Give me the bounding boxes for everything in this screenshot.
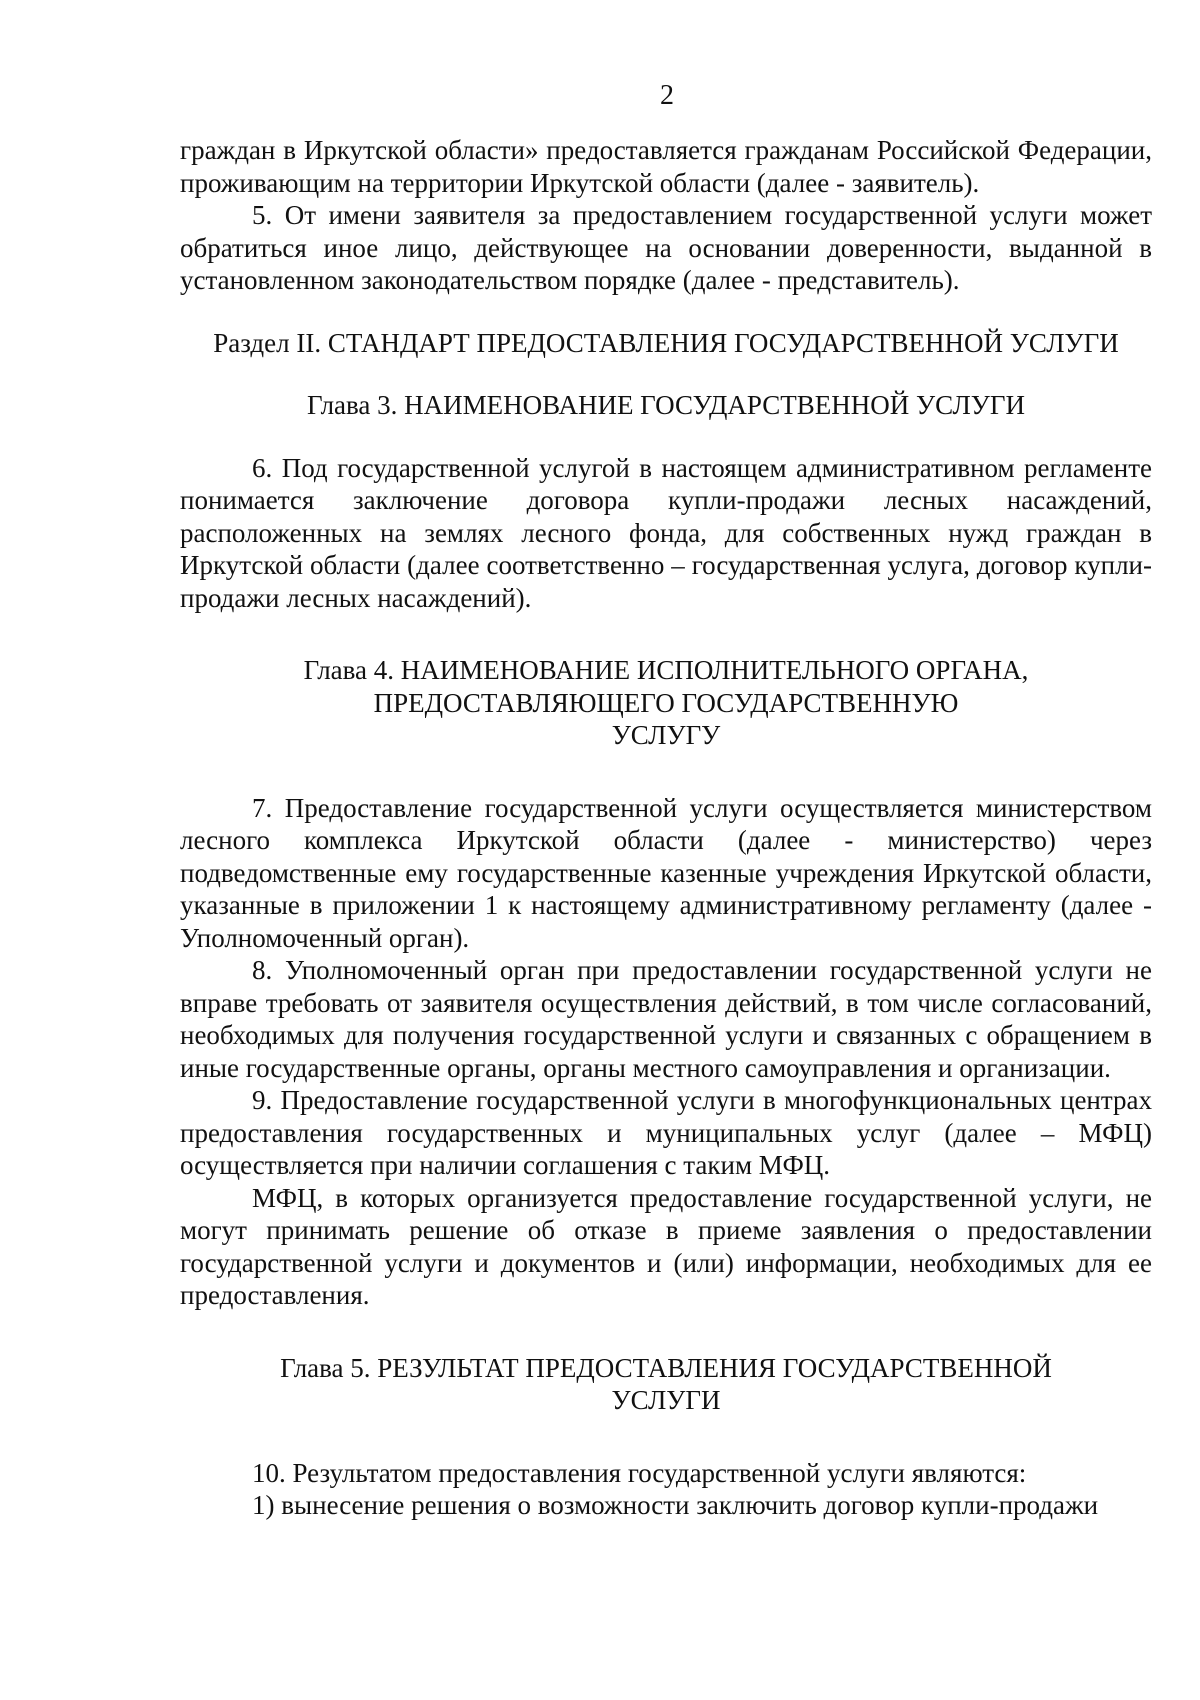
chapter-4-title-line: УСЛУГУ: [611, 720, 721, 750]
chapter-5-title: [180, 1352, 1152, 1417]
chapter-5-title-line: Глава 5. РЕЗУЛЬТАТ ПРЕДОСТАВЛЕНИЯ ГОСУДАРСТВЕННОЙ: [280, 1352, 1052, 1383]
document-body: [180, 134, 1152, 1522]
chapter-3-title: Глава 3. НАИМЕНОВАНИЕ ГОСУДАРСТВЕННОЙ УСЛУГИ: [306, 390, 1025, 420]
spacer: [180, 1417, 1152, 1457]
spacer: [180, 297, 1152, 327]
paragraph-9: 9. Предоставление государственной услуги в многофункциональных центрах предоставления государственных и муниципальных услуг (далее – МФЦ) осуществляется при наличии соглашения с таким МФЦ.: [180, 1085, 1152, 1180]
chapter-4-title: [180, 654, 1152, 752]
intro-paragraph-5: 5. От имени заявителя за предоставлением государственной услуги может обратиться иное лицо, действующее на основании доверенности, выданной в установленном законодательством порядке (далее - представитель).: [180, 200, 1152, 295]
chapter-4-title-line: ПРЕДОСТАВЛЯЮЩЕГО ГОСУДАРСТВЕННУЮ: [373, 687, 959, 718]
spacer: [180, 752, 1152, 792]
chapter-5-title-line: УСЛУГИ: [611, 1385, 721, 1415]
spacer: [180, 359, 1152, 389]
section-title: Раздел II. СТАНДАРТ ПРЕДОСТАВЛЕНИЯ ГОСУДАРСТВЕННОЙ УСЛУГИ: [213, 327, 1119, 358]
spacer: [180, 1312, 1152, 1352]
intro-paragraph-continuation: граждан в Иркутской области» предоставляется гражданам Российской Федерации, проживающим на территории Иркутской области (далее - заявитель).: [180, 135, 1152, 198]
paragraph-mfc: МФЦ, в которых организуется предоставление государственной услуги, не могут принимать решение об отказе в приеме заявления о предоставлении государственной услуги и документов и (или) информации, необходимых для ее предоставления.: [180, 1182, 1152, 1310]
chapter-4-title-line: Глава 4. НАИМЕНОВАНИЕ ИСПОЛНИТЕЛЬНОГО ОРГАНА,: [303, 655, 1029, 685]
paragraph-6: 6. Под государственной услугой в настоящем административном регламенте понимается заключение договора купли-продажи лесных насаждений, расположенных на землях лесного фонда, для собственных нужд граждан в Иркутской области (далее соответственно – государственная услуга, договор купли-продажи лесных насаждений).: [180, 452, 1152, 613]
paragraph-7: 7. Предоставление государственной услуги осуществляется министерством лесного комплекса Иркутской области (далее - министерство) через подведомственные ему государственные казенные учреждения Иркутской области, указанные в приложении 1 к настоящему административному регламенту (далее - Уполномоченный орган).: [180, 792, 1152, 953]
result-item-1: 1) вынесение решения о возможности заключить договор купли-продажи: [252, 1490, 1099, 1520]
paragraph-8: 8. Уполномоченный орган при предоставлении государственной услуги не вправе требовать от заявителя осуществления действий, в том числе согласований, необходимых для получения государственной услуги и связанных с обращением в иные государственные органы, органы местного самоуправления и организации.: [180, 955, 1152, 1083]
spacer: [180, 614, 1152, 654]
paragraph-10: 10. Результатом предоставления государственной услуги являются:: [252, 1457, 1027, 1488]
page-number: 2: [660, 80, 674, 111]
spacer: [180, 422, 1152, 452]
